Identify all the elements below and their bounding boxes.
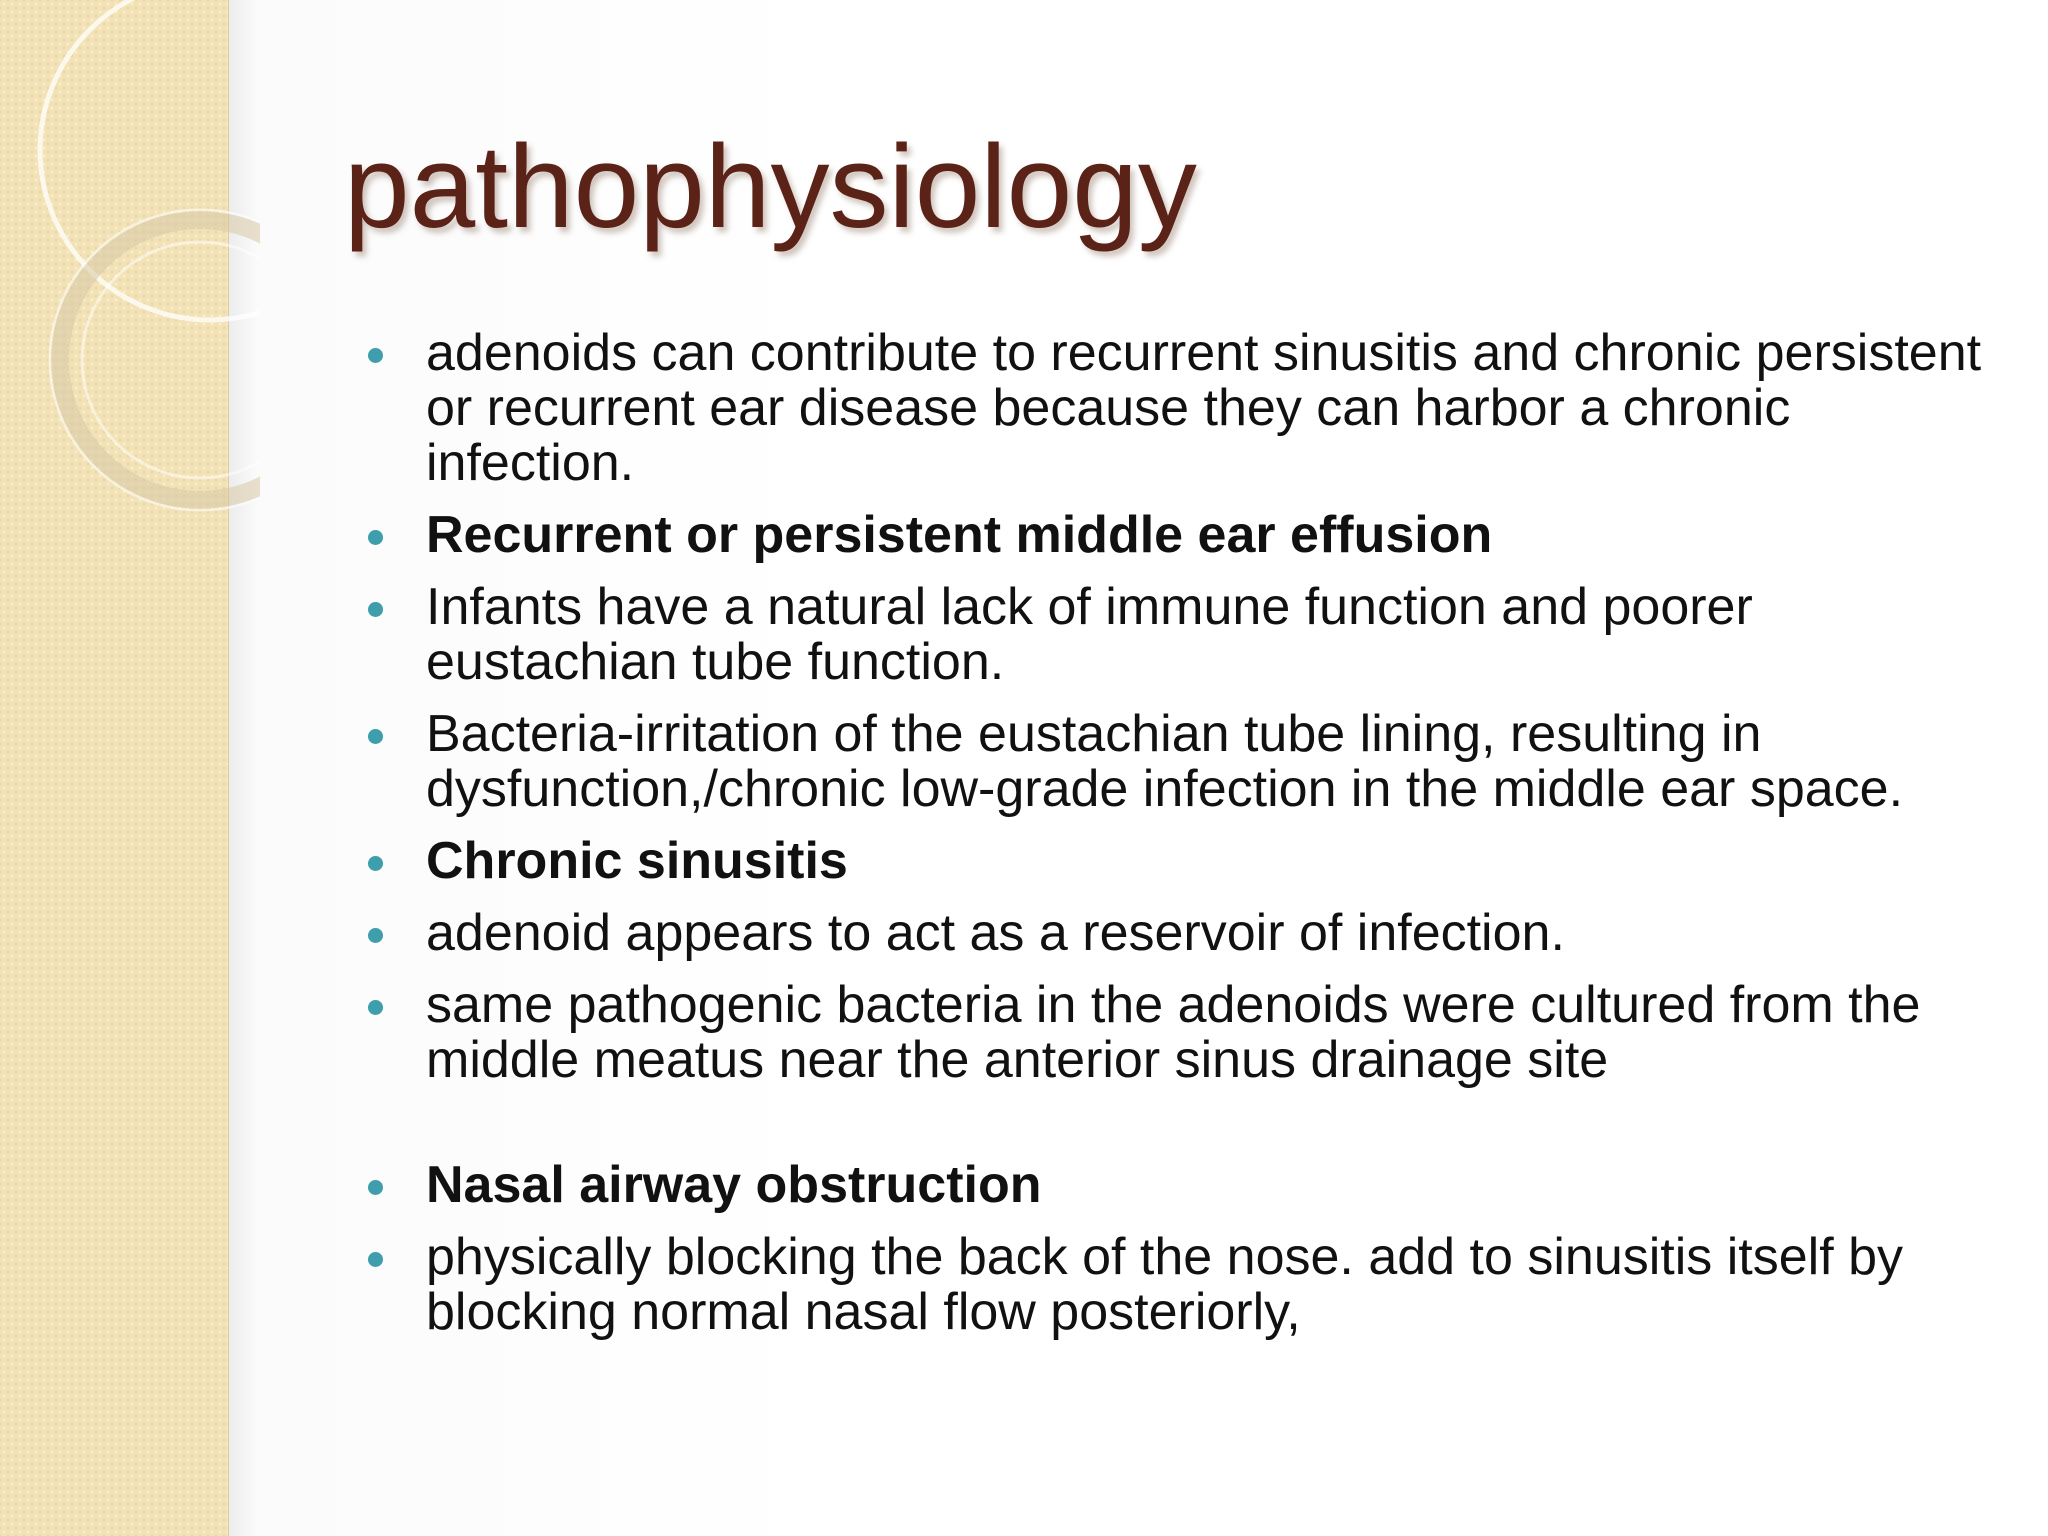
bullet-dot-icon (368, 1000, 383, 1015)
bullet-item (360, 326, 2010, 491)
bullet-item (360, 906, 2010, 961)
bullet-item (360, 707, 2010, 817)
bullet-text: adenoid appears to act as a reservoir of infection. (426, 904, 1565, 962)
ring-large (40, 0, 260, 320)
bullet-dot-icon (368, 348, 383, 363)
bullet-item (360, 834, 2010, 889)
bullet-item (360, 1158, 2010, 1213)
bullet-dot-icon (368, 729, 383, 744)
bullet-dot-icon (368, 1252, 383, 1267)
bullet-text: physically blocking the back of the nose. add to sinusitis itself by blocking normal nasal flow posteriorly, (426, 1228, 1904, 1341)
bullet-item (360, 508, 2010, 563)
bullet-dot-icon (368, 602, 383, 617)
bullet-dot-icon (368, 530, 383, 545)
bullet-item (360, 1230, 2010, 1340)
bullet-item (360, 580, 2010, 690)
bullet-dot-icon (368, 1180, 383, 1195)
ring-inner (82, 242, 260, 478)
decorative-rings (0, 0, 260, 520)
bullet-text: Nasal airway obstruction (426, 1156, 1042, 1214)
bullet-text: Chronic sinusitis (426, 832, 848, 890)
bullet-dot-icon (368, 856, 383, 871)
bullet-text: adenoids can contribute to recurrent sinusitis and chronic persistent or recurrent ear disease because they can harbor a chronic infection. (426, 324, 1982, 492)
bullet-text: Infants have a natural lack of immune function and poorer eustachian tube function. (426, 578, 1753, 691)
bullet-text: Bacteria-irritation of the eustachian tube lining, resulting in dysfunction,/chronic low-grade infection in the middle ear space. (426, 705, 1904, 818)
bullet-text: Recurrent or persistent middle ear effusion (426, 506, 1493, 564)
slide-title: pathophysiology (344, 121, 1197, 253)
bullet-item (360, 978, 2010, 1088)
bullet-text: same pathogenic bacteria in the adenoids were cultured from the middle meatus near the anterior sinus drainage site (426, 976, 1921, 1089)
bullet-dot-icon (368, 928, 383, 943)
bullet-list (360, 326, 2010, 1357)
ring-thick (60, 220, 260, 500)
